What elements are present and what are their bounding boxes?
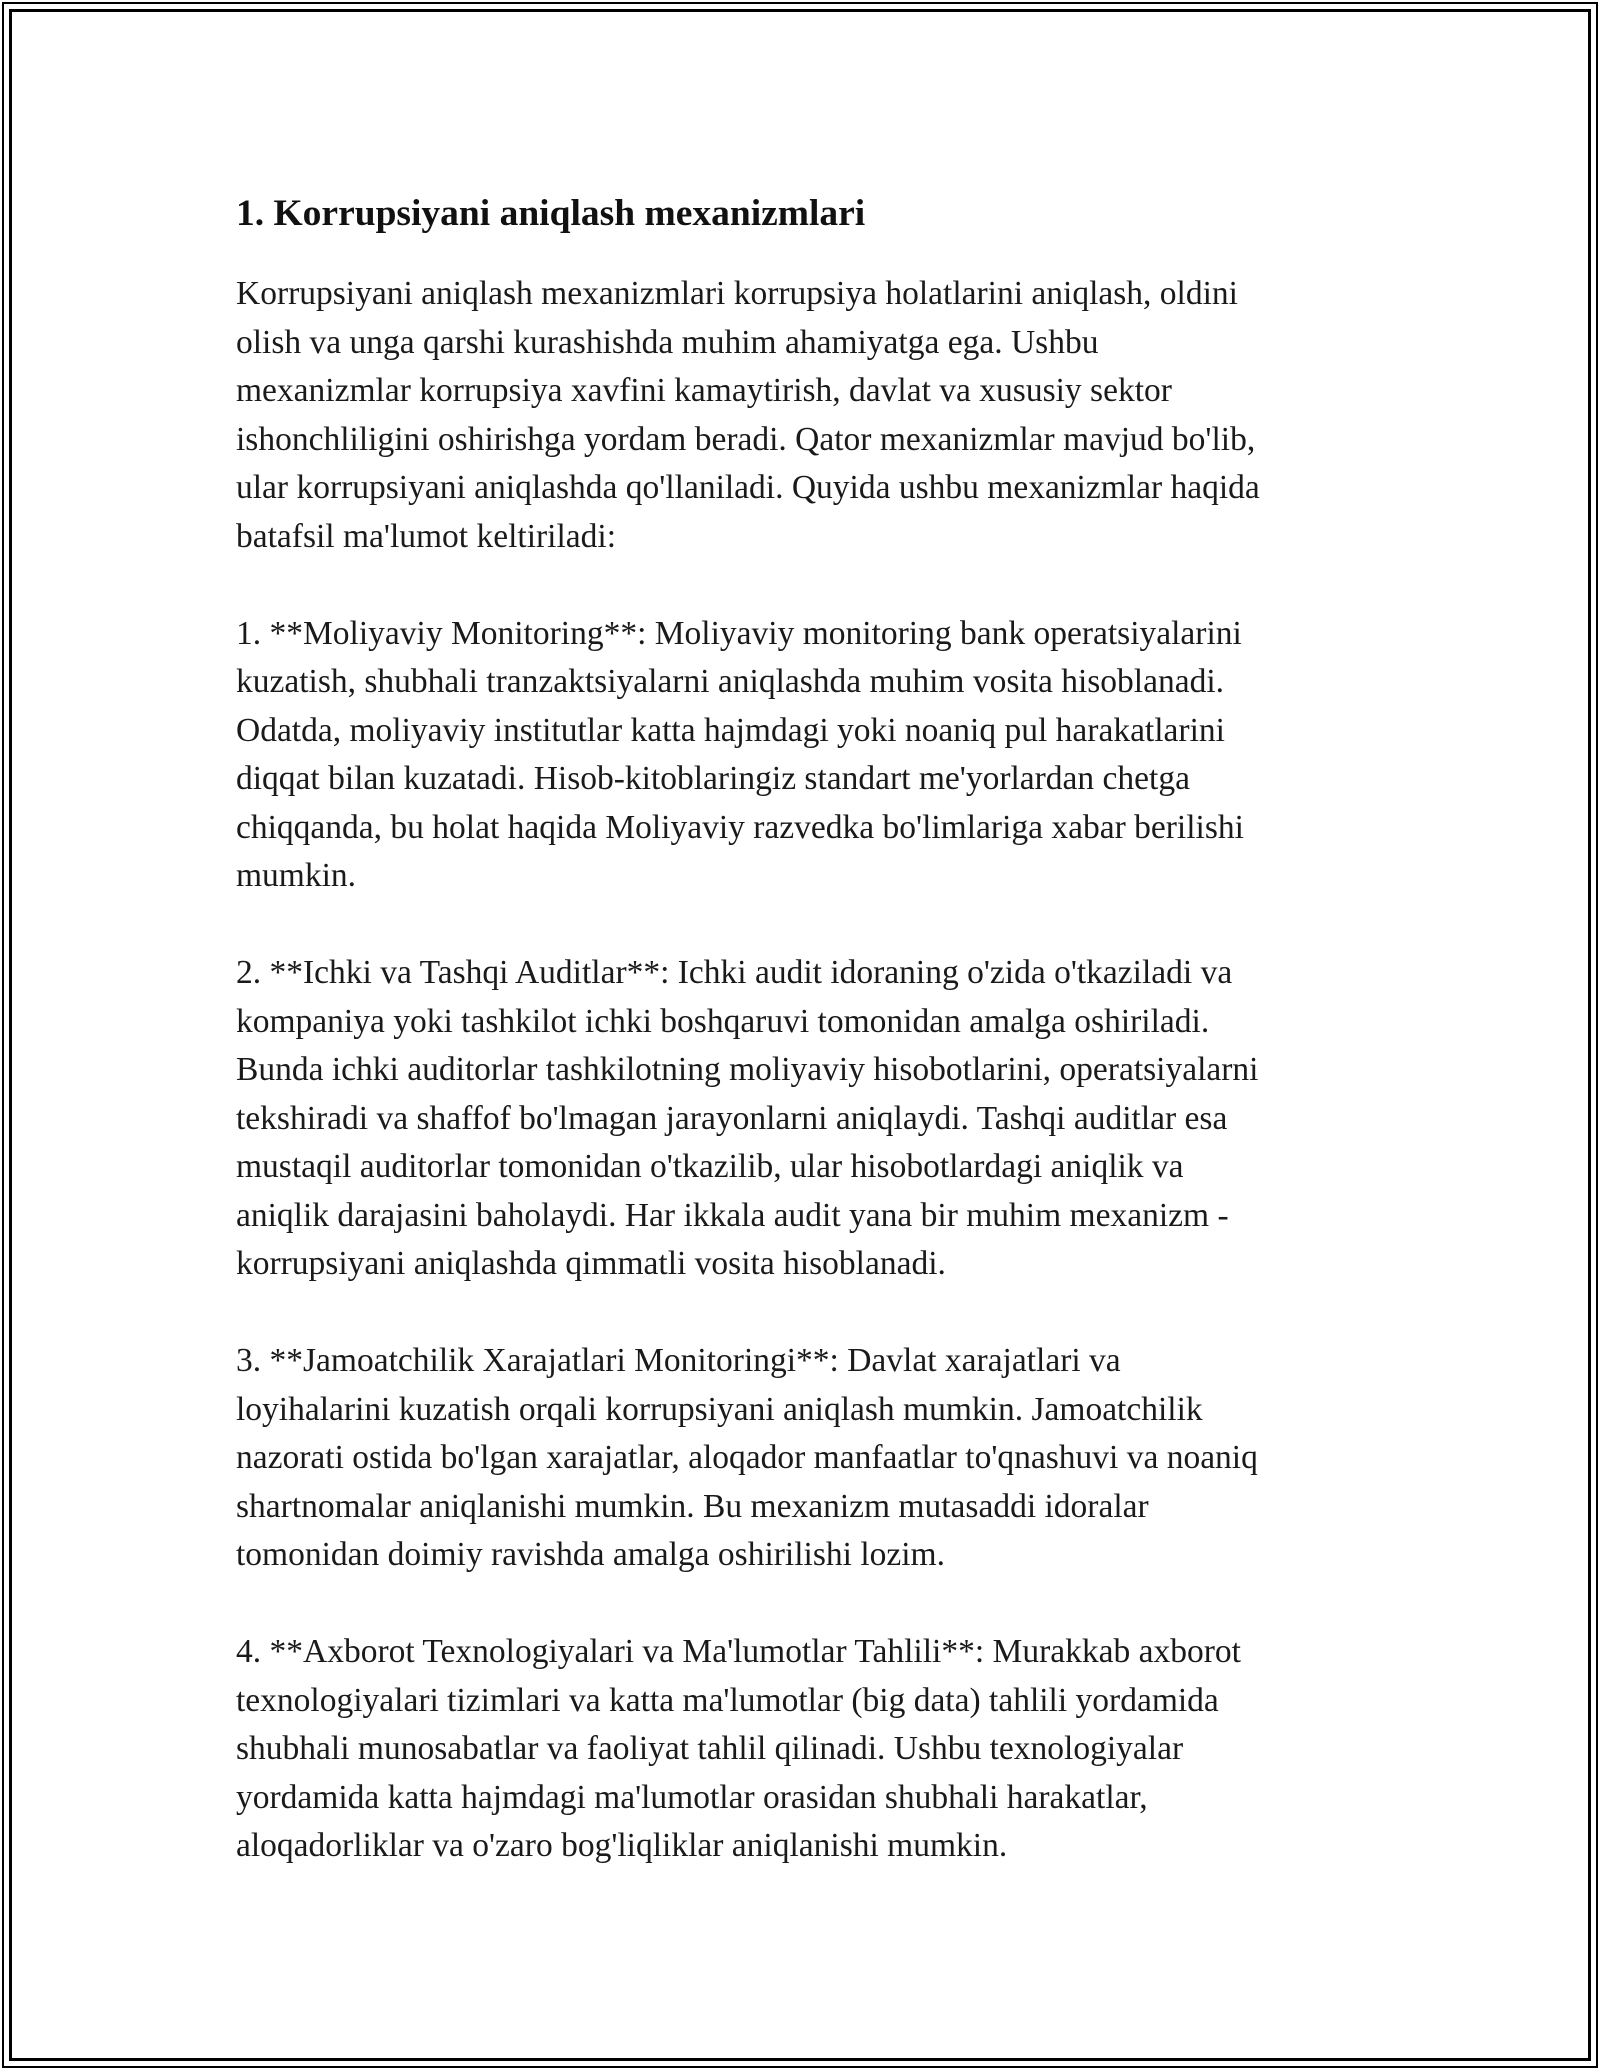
paragraph-line: yordamida katta hajmdagi ma'lumotlar orasidan shubhali harakatlar, xyxy=(236,1778,1148,1816)
paragraph-line: texnologiyalari tizimlari va katta ma'lumotlar (big data) tahlili yordamida xyxy=(236,1681,1219,1719)
paragraph-line: tomonidan doimiy ravishda amalga oshirilishi lozim. xyxy=(236,1536,945,1573)
it-data-analysis-paragraph xyxy=(236,1628,1376,1871)
paragraph-line: aniqlik darajasini baholaydi. Har ikkala audit yana bir muhim mexanizm - xyxy=(236,1196,1229,1234)
paragraph-line: Bunda ichki auditorlar tashkilotning moliyaviy hisobotlarini, operatsiyalarni xyxy=(236,1051,1259,1088)
paragraph-line: ishonchliligini oshirishga yordam beradi. Qator mexanizmlar mavjud bo'lib, xyxy=(236,420,1256,458)
intro-paragraph xyxy=(236,270,1376,561)
paragraph-line: nazorati ostida bo'lgan xarajatlar, aloqador manfaatlar to'qnashuvi va noaniq xyxy=(236,1439,1258,1476)
paragraph-line: chiqqanda, bu holat haqida Moliyaviy razvedka bo'limlariga xabar berilishi xyxy=(236,808,1244,846)
paragraph-line: kuzatish, shubhali tranzaktsiyalarni aniqlashda muhim vosita hisoblanadi. xyxy=(236,663,1225,700)
paragraph-line: tekshiradi va shaffof bo'lmagan jarayonlarni aniqlaydi. Tashqi auditlar esa xyxy=(236,1099,1228,1137)
audits-paragraph xyxy=(236,949,1376,1289)
paragraph-line: ular korrupsiyani aniqlashda qo'llaniladi. Quyida ushbu mexanizmlar haqida xyxy=(236,469,1260,506)
paragraph-line: diqqat bilan kuzatadi. Hisob-kitoblaringiz standart me'yorlardan chetga xyxy=(236,760,1190,797)
paragraph-line: mumkin. xyxy=(236,857,357,894)
paragraph-line: 2. **Ichki va Tashqi Auditlar**: Ichki audit idoraning o'zida o'tkaziladi va xyxy=(236,954,1233,991)
paragraph-line: olish va unga qarshi kurashishda muhim ahamiyatga ega. Ushbu xyxy=(236,323,1099,361)
paragraph-line: 3. **Jamoatchilik Xarajatlari Monitoringi**: Davlat xarajatlari va xyxy=(236,1342,1121,1379)
public-spending-paragraph xyxy=(236,1337,1376,1580)
paragraph-line: shartnomalar aniqlanishi mumkin. Bu mexanizm mutasaddi idoralar xyxy=(236,1487,1149,1525)
paragraph-line: loyihalarini kuzatish orqali korrupsiyani aniqlash mumkin. Jamoatchilik xyxy=(236,1390,1203,1428)
paragraph-line: kompaniya yoki tashkilot ichki boshqaruvi tomonidan amalga oshiriladi. xyxy=(236,1002,1210,1040)
paragraph-line: Odatda, moliyaviy institutlar katta hajmdagi yoki noaniq pul harakatlarini xyxy=(236,711,1225,749)
document-body xyxy=(236,180,1376,1919)
paragraph-line: aloqadorliklar va o'zaro bog'liqliklar aniqlanishi mumkin. xyxy=(236,1827,1008,1864)
paragraph-line: mustaqil auditorlar tomonidan o'tkazilib, ular hisobotlardagi aniqlik va xyxy=(236,1148,1184,1185)
paragraph-line: mexanizmlar korrupsiya xavfini kamaytirish, davlat va xususiy sektor xyxy=(236,372,1172,409)
document-title: 1. Korrupsiyani aniqlash mexanizmlari xyxy=(236,193,866,234)
paragraph-line: Korrupsiyani aniqlash mexanizmlari korrupsiya holatlarini aniqlash, oldini xyxy=(236,275,1238,312)
paragraph-line: shubhali munosabatlar va faoliyat tahlil qilinadi. Ushbu texnologiyalar xyxy=(236,1730,1184,1767)
paragraph-line: korrupsiyani aniqlashda qimmatli vosita hisoblanadi. xyxy=(236,1245,946,1282)
paragraph-line: 1. **Moliyaviy Monitoring**: Moliyaviy monitoring bank operatsiyalarini xyxy=(236,614,1242,652)
financial-monitoring-paragraph xyxy=(236,610,1376,901)
paragraph-line: 4. **Axborot Texnologiyalari va Ma'lumotlar Tahlili**: Murakkab axborot xyxy=(236,1633,1241,1670)
paragraph-line: batafsil ma'lumot keltiriladi: xyxy=(236,517,617,555)
